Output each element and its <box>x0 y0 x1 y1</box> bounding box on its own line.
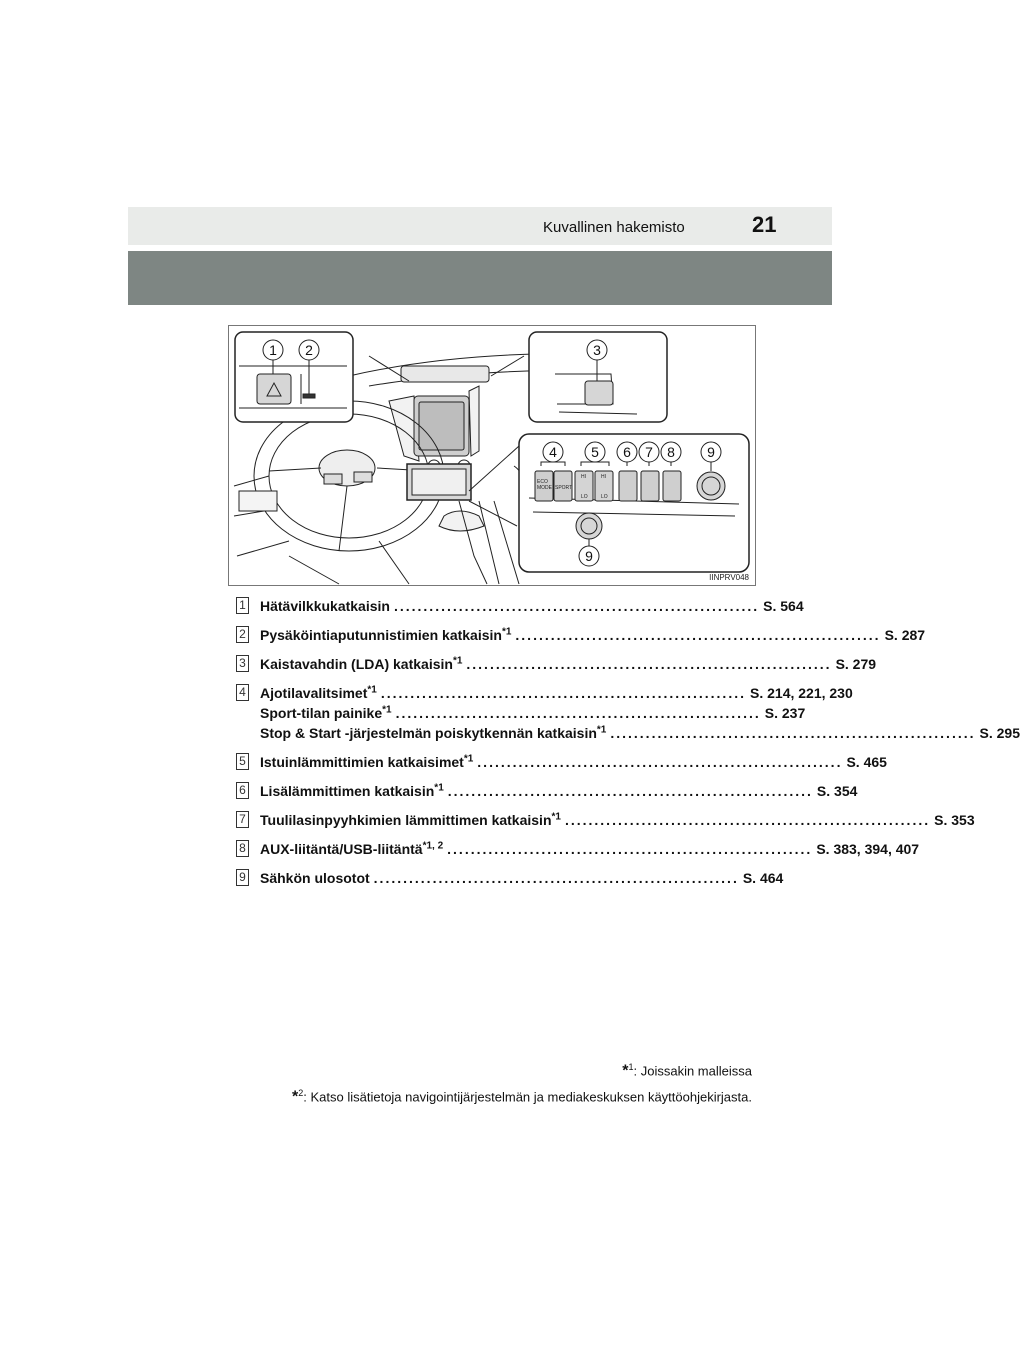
item-number: 6 <box>236 782 249 799</box>
entry-page-ref: S. 564 <box>763 598 804 614</box>
callout-1: 1 <box>269 342 277 358</box>
entry-label: Kaistavahdin (LDA) katkaisin$^{*1}$ <box>260 655 463 672</box>
list-item <box>236 868 784 888</box>
list-item <box>236 781 858 801</box>
entry-line: Kaistavahdin (LDA) katkaisin$^{*1}$ .............................................................. S. 279 <box>260 655 877 672</box>
callout-6: 6 <box>623 444 631 460</box>
entry-page-ref: S. 214, 221, 230 <box>750 685 853 701</box>
callout-4: 4 <box>549 444 557 460</box>
list-item <box>236 810 975 830</box>
entry-label: Pysäköintiaputunnistimien katkaisin$^{*1}$ <box>260 626 512 643</box>
list-item <box>236 683 1020 743</box>
list-item <box>236 654 877 674</box>
entry-page-ref: S. 237 <box>764 705 806 721</box>
item-number: 2 <box>236 626 249 643</box>
list-item <box>236 596 804 616</box>
entry-line: Ajotilavalitsimet$^{*1}$ .............................................................. S. 214, 221, 230 <box>260 684 853 701</box>
section-title: Kuvallinen hakemisto <box>543 219 685 236</box>
callout-9-lower: 9 <box>585 548 593 564</box>
entry-page-ref: S. 465 <box>846 754 887 770</box>
item-number: 1 <box>236 597 249 614</box>
sport-button-label: SPORT <box>555 485 573 491</box>
entry-line: Pysäköintiaputunnistimien katkaisin$^{*1}$ .............................................................. S. 287 <box>260 626 926 643</box>
section-band <box>128 251 832 305</box>
entry-label: Ajotilavalitsimet$^{*1}$ <box>260 684 377 701</box>
item-number: 7 <box>236 811 249 828</box>
figure-code: IINPRV048 <box>709 573 749 582</box>
item-number: 5 <box>236 753 249 770</box>
list-item <box>236 839 920 859</box>
callout-2: 2 <box>305 342 313 358</box>
item-number: 4 <box>236 684 249 701</box>
seat-heat-right-lo-label: LO <box>601 494 608 500</box>
entry-label: Hätävilkkukatkaisin <box>260 598 390 614</box>
entry-page-ref: S. 383, 394, 407 <box>816 841 920 857</box>
index-list <box>236 596 1020 897</box>
entry-label: Sähkön ulosotot <box>260 870 370 886</box>
page-number: 21 <box>752 212 777 237</box>
entry-page-ref: S. 464 <box>742 870 784 886</box>
seat-heat-left-hi-label: HI <box>581 474 586 480</box>
dashboard-illustration <box>228 325 756 586</box>
eco-button-label: ECO <box>537 479 548 485</box>
list-item <box>236 625 926 645</box>
entry-line: Hätävilkkukatkaisin .............................................................. S. 564 <box>260 598 804 614</box>
entry-line: Sport-tilan painike$^{*1}$ .............................................................. S. 237 <box>260 704 806 721</box>
item-number: 3 <box>236 655 249 672</box>
seat-heat-left-lo-label: LO <box>581 494 588 500</box>
callout-9: 9 <box>707 444 715 460</box>
callout-8: 8 <box>667 444 675 460</box>
entry-page-ref: S. 279 <box>835 656 877 672</box>
entry-line: Istuinlämmittimien katkaisimet$^{*1}$ .............................................................. S. 465 <box>260 753 887 770</box>
list-item <box>236 752 887 772</box>
footnote-2: *$^2$: Katso lisätietoja navigointijärjestelmän ja mediakeskuksen käyttöohjekirjasta. <box>292 1088 752 1106</box>
entry-page-ref: S. 353 <box>934 812 975 828</box>
footnotes <box>292 1056 752 1109</box>
entry-line: Sähkön ulosotot .............................................................. S. 464 <box>260 870 784 886</box>
entry-label: Stop & Start -järjestelmän poiskytkennän katkaisin$^{*1}$ <box>260 724 607 741</box>
entry-line: Tuulilasinpyyhkimien lämmittimen katkaisin$^{*1}$ .............................................................. S. 353 <box>260 811 975 828</box>
entry-label: AUX-liitäntä/USB-liitäntä$^{*1, 2}$ <box>260 840 444 857</box>
entry-label: Sport-tilan painike$^{*1}$ <box>260 704 392 721</box>
entry-label: Tuulilasinpyyhkimien lämmittimen katkaisin$^{*1}$ <box>260 811 561 828</box>
item-number: 9 <box>236 869 249 886</box>
entry-label: Lisälämmittimen katkaisin$^{*1}$ <box>260 782 444 799</box>
seat-heat-right-hi-label: HI <box>601 474 606 480</box>
mode-button-label: MODE <box>537 485 552 491</box>
entry-label: Istuinlämmittimien katkaisimet$^{*1}$ <box>260 753 474 770</box>
item-number: 8 <box>236 840 249 857</box>
entry-line: Lisälämmittimen katkaisin$^{*1}$ .............................................................. S. 354 <box>260 782 858 799</box>
entry-page-ref: S. 295 <box>979 725 1020 741</box>
entry-page-ref: S. 354 <box>816 783 858 799</box>
entry-page-ref: S. 287 <box>884 627 926 643</box>
footnote-1: *$^1$: Joissakin malleissa <box>622 1062 752 1080</box>
callout-3: 3 <box>593 342 601 358</box>
entry-line: Stop & Start -järjestelmän poiskytkennän katkaisin$^{*1}$ .............................................................. S. 295 <box>260 724 1020 741</box>
entry-line: AUX-liitäntä/USB-liitäntä$^{*1, 2}$ .............................................................. S. 383, 394, 407 <box>260 840 920 857</box>
header-bar <box>128 207 832 245</box>
dashboard-drawing <box>229 326 755 585</box>
callout-7: 7 <box>645 444 653 460</box>
callout-5: 5 <box>591 444 599 460</box>
